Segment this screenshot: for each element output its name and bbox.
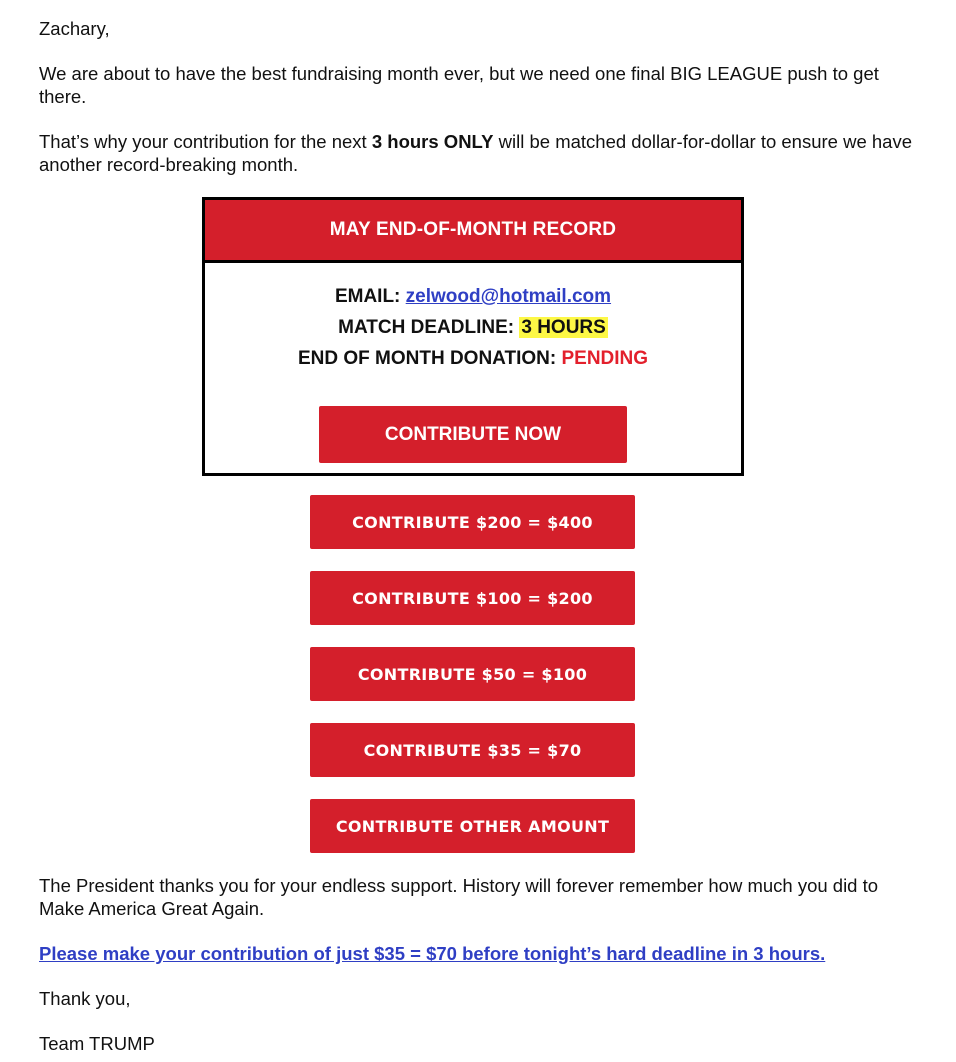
contribute-100-button[interactable]: CONTRIBUTE $100 = $200 [310,571,635,625]
match-text-bold: 3 hours ONLY [371,131,494,152]
email-body [39,17,919,198]
signature: Team TRUMP [39,1033,155,1054]
email-closing [39,874,919,1055]
record-box-details [205,281,741,374]
record-email-line [205,281,741,312]
record-box [202,197,744,476]
match-text-post: will be matched dollar-for-dollar to ensure we have another record-breaking month. [39,131,913,175]
match-text-pre: That’s why your contribution for the next [39,131,372,152]
contribute-35-button[interactable]: CONTRIBUTE $35 = $70 [310,723,635,777]
record-deadline-value: 3 HOURS [521,317,606,338]
signoff: Thank you, [39,988,131,1009]
record-deadline-line [205,312,741,343]
contribute-200-button[interactable]: CONTRIBUTE $200 = $400 [310,495,635,549]
thanks-paragraph: The President thanks you for your endless support. History will forever remember how much you did to Make America Great Again. [39,875,879,919]
intro-paragraph: We are about to have the best fundraising month ever, but we need one final BIG LEAGUE push to get there. [39,63,879,107]
contribute-35-link[interactable]: Please make your contribution of just $35 = $70 before tonight’s hard deadline in 3 hours. [39,943,826,964]
record-box-title: MAY END-OF-MONTH RECORD [205,200,741,263]
deadline-paragraph [39,942,919,965]
contribute-now-button[interactable]: CONTRIBUTE NOW [319,406,627,463]
match-paragraph [39,130,919,176]
greeting: Zachary, [39,18,110,39]
contribute-50-button[interactable]: CONTRIBUTE $50 = $100 [310,647,635,701]
record-donation-label: END OF MONTH DONATION: [297,348,562,369]
record-email-link[interactable]: zelwood@hotmail.com [405,286,612,307]
contribute-other-amount-button[interactable]: CONTRIBUTE OTHER AMOUNT [310,799,635,853]
record-donation-status: PENDING [561,348,649,369]
record-donation-line [205,343,741,374]
contribution-amount-buttons [310,495,635,875]
record-email-label: EMAIL: [334,286,406,307]
record-deadline-label: MATCH DEADLINE: [338,317,520,338]
